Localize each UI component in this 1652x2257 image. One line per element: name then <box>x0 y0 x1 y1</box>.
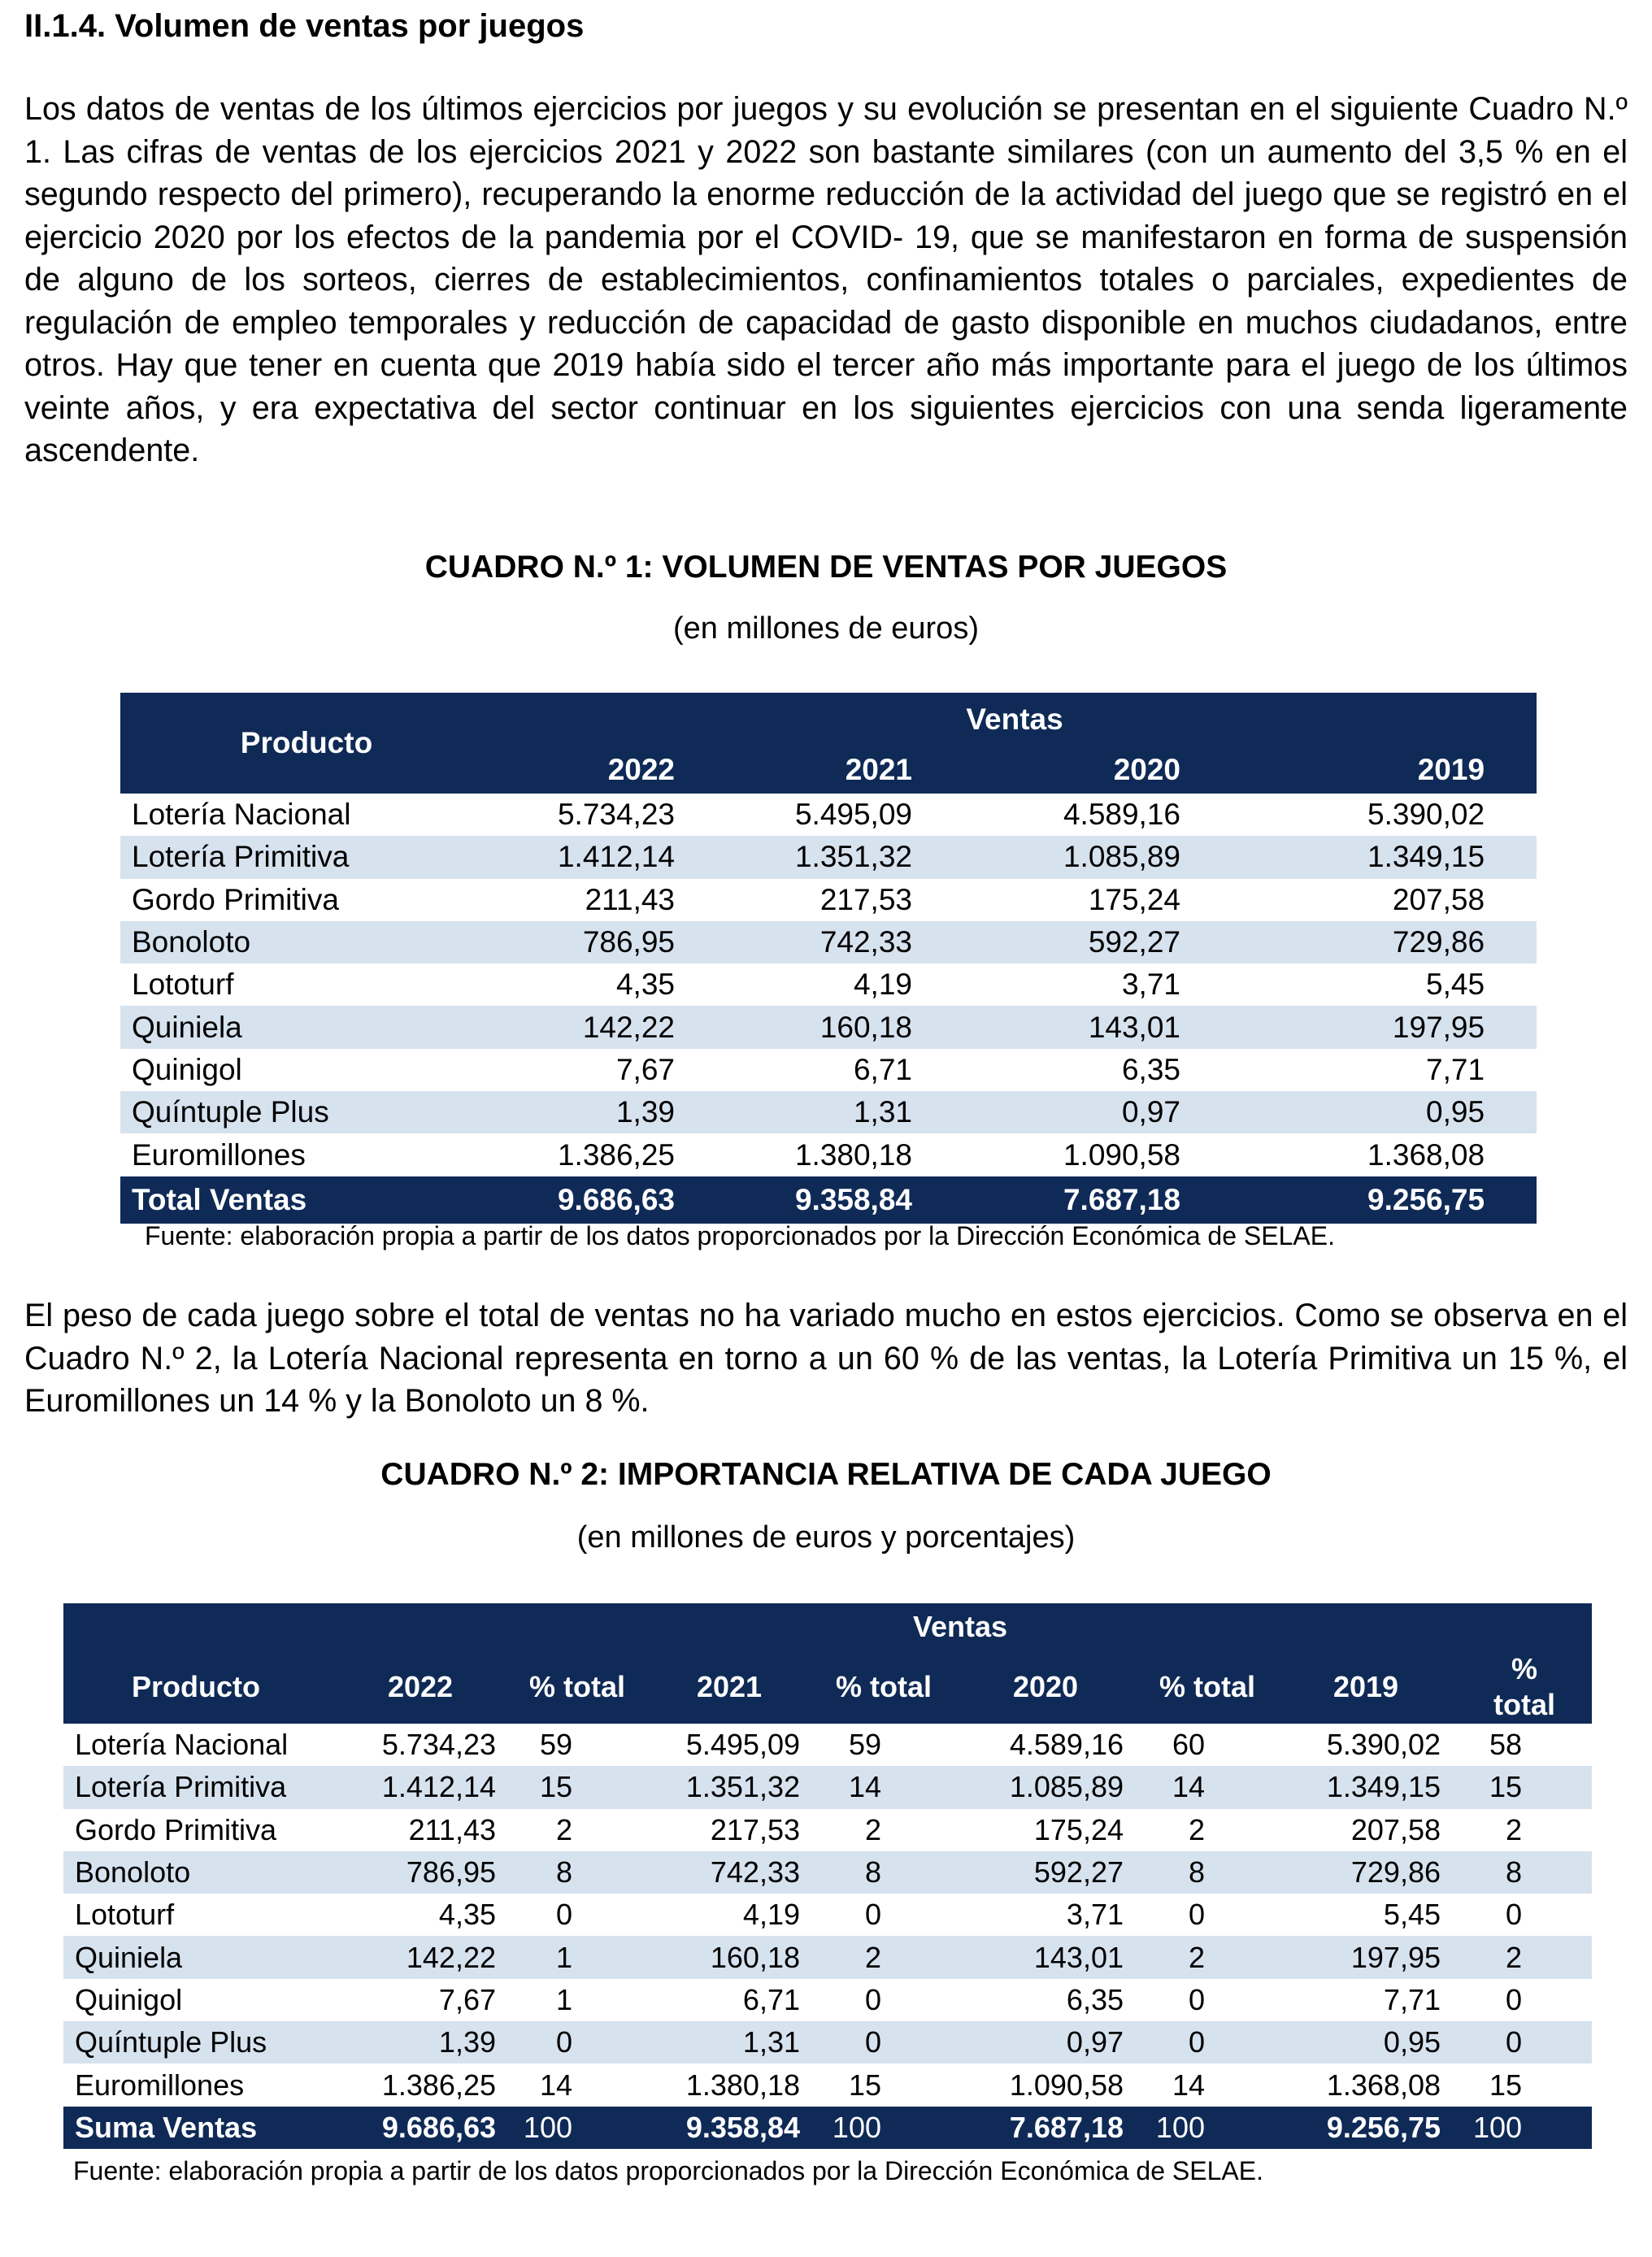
row-cell: 15 <box>848 2068 881 2102</box>
table2-header-col: % total <box>512 1650 642 1724</box>
row-cell: 15 <box>512 1766 642 1808</box>
row-cell: 1.090,58 <box>1063 1137 1180 1172</box>
table-row <box>63 1851 1592 1894</box>
row-cell: 5,45 <box>1426 968 1485 1002</box>
total-cell: 7.687,18 <box>951 2107 1140 2149</box>
row-cell: 0,95 <box>1275 2021 1457 2063</box>
row-product-name: Lototurf <box>75 1898 175 1932</box>
row-product-name: Quinigol <box>132 1052 242 1086</box>
row-cell: 786,95 <box>493 921 727 963</box>
row-cell: 3,71 <box>1121 968 1180 1002</box>
row-cell: 5,45 <box>1383 1898 1441 1932</box>
section-heading: II.1.4. Volumen de ventas por juegos <box>24 8 585 44</box>
row-cell: 729,86 <box>1232 921 1537 963</box>
row-cell: 2 <box>816 1936 951 1978</box>
table1-source: Fuente: elaboración propia a partir de los datos proporcionados por la Dirección Económica de SELAE. <box>145 1221 1335 1250</box>
row-cell: 1.412,14 <box>493 836 727 878</box>
table-row <box>63 1894 1592 1936</box>
table2-header-col: 2019 <box>1275 1650 1457 1724</box>
table-row <box>63 1809 1592 1851</box>
row-cell: 5.495,09 <box>685 1728 800 1762</box>
table2-header-pct-symbol: % <box>1511 1652 1538 1685</box>
row-cell: 592,27 <box>951 1851 1140 1894</box>
row-cell: 1.351,32 <box>727 836 964 878</box>
row-cell: 1.368,08 <box>1367 1137 1485 1172</box>
row-cell: 0 <box>1457 2021 1592 2063</box>
row-product-name: Lotería Primitiva <box>120 836 493 878</box>
row-cell: 217,53 <box>710 1812 800 1846</box>
row-cell: 143,01 <box>951 1936 1140 1978</box>
row-cell: 0 <box>1506 1898 1523 1932</box>
table2-source: Fuente: elaboración propia a partir de los datos proporcionados por la Dirección Económica de SELAE. <box>73 2156 1263 2185</box>
row-cell: 143,01 <box>964 1006 1232 1048</box>
table2-header-product: Producto <box>63 1650 328 1724</box>
row-cell: 1.380,18 <box>685 2068 800 2102</box>
table2-title: CUADRO N.º 2: IMPORTANCIA RELATIVA DE CADA JUEGO <box>380 1457 1272 1492</box>
row-cell: 5.495,09 <box>794 798 912 832</box>
row-cell: 0,97 <box>964 1091 1232 1133</box>
table2-header-pct-word: total <box>1493 1688 1556 1721</box>
row-product-name: Quiniela <box>120 1006 493 1048</box>
row-cell: 1,31 <box>642 2021 816 2063</box>
total-cell: 7.687,18 <box>964 1176 1232 1224</box>
row-cell: 211,43 <box>408 1812 496 1846</box>
row-cell: 1.368,08 <box>1326 2068 1441 2102</box>
row-product-name: Euromillones <box>75 2068 245 2102</box>
row-cell: 207,58 <box>1350 1812 1441 1846</box>
table-row <box>120 963 1537 1006</box>
row-cell: 1 <box>512 1936 642 1978</box>
weight-paragraph: El peso de cada juego sobre el total de ventas no ha variado mucho en estos ejercicios. Como se observa en el Cuadro N.º 2, la Lotería Nacional representa en torno a un 60 % de las ventas, la Lotería Primitiva un 15 %, el Euromillones un 14 % y la Bonoloto un 8 %. <box>24 1298 1628 1419</box>
table-row <box>120 794 1537 836</box>
table-row <box>120 836 1537 878</box>
row-cell: 1.380,18 <box>794 1137 912 1172</box>
row-cell: 4,19 <box>742 1898 800 1932</box>
table-row <box>120 1006 1537 1048</box>
row-cell: 742,33 <box>727 921 964 963</box>
row-cell: 786,95 <box>328 1851 512 1894</box>
table-row <box>120 921 1537 963</box>
row-cell: 217,53 <box>819 882 912 916</box>
total-cell: 100 <box>1140 2107 1275 2149</box>
row-cell: 8 <box>512 1851 642 1894</box>
row-cell: 1.412,14 <box>328 1766 512 1808</box>
row-cell: 175,24 <box>1033 1812 1124 1846</box>
table2-subtitle: (en millones de euros y porcentajes) <box>576 1520 1076 1555</box>
row-cell: 4.589,16 <box>1009 1728 1124 1762</box>
row-cell: 175,24 <box>1088 882 1180 916</box>
total-label: Suma Ventas <box>63 2107 328 2149</box>
row-cell: 592,27 <box>964 921 1232 963</box>
row-product-name: Quiniela <box>63 1936 328 1978</box>
table1-header-year: 2022 <box>493 746 727 794</box>
table-row <box>63 1766 1592 1808</box>
row-cell: 742,33 <box>642 1851 816 1894</box>
row-cell: 59 <box>848 1728 881 1762</box>
row-cell: 160,18 <box>727 1006 964 1048</box>
row-cell: 142,22 <box>328 1936 512 1978</box>
row-cell: 0 <box>816 2021 951 2063</box>
row-cell: 2 <box>1457 1936 1592 1978</box>
row-product-name: Euromillones <box>132 1137 306 1172</box>
row-cell: 2 <box>555 1812 572 1846</box>
row-cell: 0 <box>1188 1982 1205 2016</box>
row-cell: 5.734,23 <box>381 1728 496 1762</box>
table-row <box>63 1979 1592 2021</box>
row-cell: 15 <box>1489 2068 1523 2102</box>
table2-header-col: 2020 <box>951 1650 1140 1724</box>
total-cell: 9.686,63 <box>328 2107 512 2149</box>
row-product-name: Gordo Primitiva <box>75 1812 277 1846</box>
table-row <box>63 1724 1592 1766</box>
row-cell: 14 <box>1172 2068 1205 2102</box>
table1-header-year: 2019 <box>1232 746 1537 794</box>
total-cell: 9.358,84 <box>727 1176 964 1224</box>
table-row <box>63 2063 1592 2106</box>
row-cell: 4,19 <box>853 968 912 1002</box>
table1-header-year: 2021 <box>727 746 964 794</box>
row-cell: 1 <box>555 1982 572 2016</box>
row-product-name: Quíntuple Plus <box>63 2021 328 2063</box>
row-cell: 14 <box>539 2068 572 2102</box>
table1-header-ventas: Ventas <box>493 693 1537 746</box>
row-cell: 8 <box>1140 1851 1275 1894</box>
table-row <box>120 1091 1537 1133</box>
row-cell: 0 <box>864 1898 881 1932</box>
table2-header-last-pct <box>1457 1650 1592 1724</box>
row-cell: 60 <box>1172 1728 1205 1762</box>
table-row <box>120 879 1537 921</box>
row-product-name: Lotería Primitiva <box>63 1766 328 1808</box>
total-cell: 9.686,63 <box>493 1176 727 1224</box>
row-product-name: Quíntuple Plus <box>120 1091 493 1133</box>
row-cell: 59 <box>539 1728 572 1762</box>
row-cell: 7,67 <box>615 1052 675 1086</box>
row-cell: 1.085,89 <box>951 1766 1140 1808</box>
table2-header-col: 2022 <box>328 1650 512 1724</box>
row-cell: 0 <box>1506 1982 1523 2016</box>
row-cell: 58 <box>1489 1728 1523 1762</box>
row-product-name: Lototurf <box>132 968 234 1002</box>
row-cell: 142,22 <box>493 1006 727 1048</box>
row-cell: 0 <box>864 1982 881 2016</box>
row-cell: 6,35 <box>1066 1982 1124 2016</box>
row-cell: 3,71 <box>1066 1898 1124 1932</box>
row-product-name: Quinigol <box>75 1982 183 2016</box>
row-cell: 0 <box>512 2021 642 2063</box>
row-cell: 1.349,15 <box>1232 836 1537 878</box>
total-row <box>63 2107 1592 2149</box>
table-row <box>63 2021 1592 2063</box>
table-row <box>120 1049 1537 1091</box>
row-cell: 1,31 <box>727 1091 964 1133</box>
row-cell: 15 <box>1457 1766 1592 1808</box>
row-cell: 6,71 <box>853 1052 912 1086</box>
row-cell: 1.085,89 <box>964 836 1232 878</box>
table1-subtitle: (en millones de euros) <box>673 611 979 646</box>
row-cell: 4.589,16 <box>1063 798 1180 832</box>
row-cell: 5.390,02 <box>1326 1728 1441 1762</box>
row-cell: 6,71 <box>742 1982 800 2016</box>
row-product-name: Bonoloto <box>120 921 493 963</box>
table-row <box>120 1133 1537 1176</box>
total-cell: 9.256,75 <box>1232 1176 1537 1224</box>
table2-header-col: 2021 <box>642 1650 816 1724</box>
row-cell: 5.390,02 <box>1367 798 1485 832</box>
row-cell: 1.386,25 <box>557 1137 675 1172</box>
total-cell: 100 <box>1457 2107 1592 2149</box>
table2-header-col: % total <box>1140 1650 1275 1724</box>
row-cell: 160,18 <box>642 1936 816 1978</box>
intro-paragraph: Los datos de ventas de los últimos ejercicios por juegos y su evolución se presentan en el siguiente Cuadro N.º 1. Las cifras de ventas de los ejercicios 2021 y 2022 son bastante similares (con un aumento del 3,5 % en el segundo respecto del primero), recuperando la enorme reducción de la actividad del juego que se registró en el ejercicio 2020 por los efectos de la pandemia por el COVID- 19, que se manifestaron en forma de suspensión de alguno de los sorteos, cierres de establecimientos, confinamientos totales o parciales, expedientes de regulación de empleo temporales y reducción de capacidad de gasto disponible en muchos ciudadanos, entre otros. Hay que tener en cuenta que 2019 había sido el tercer año más importante para el juego de los últimos veinte años, y era expectativa del sector continuar en los siguientes ejercicios con una senda ligeramente ascendente. <box>24 91 1628 468</box>
total-label: Total Ventas <box>120 1176 493 1224</box>
row-cell: 1.090,58 <box>1009 2068 1124 2102</box>
row-cell: 197,95 <box>1275 1936 1457 1978</box>
row-cell: 197,95 <box>1232 1006 1537 1048</box>
row-cell: 1,39 <box>493 1091 727 1133</box>
row-product-name: Gordo Primitiva <box>132 882 339 916</box>
row-cell: 729,86 <box>1275 1851 1457 1894</box>
row-cell: 2 <box>1140 1936 1275 1978</box>
row-cell: 14 <box>1140 1766 1275 1808</box>
row-cell: 211,43 <box>585 882 675 916</box>
row-cell: 4,35 <box>615 968 675 1002</box>
row-cell: 8 <box>1457 1851 1592 1894</box>
row-cell: 14 <box>816 1766 951 1808</box>
row-product-name: Lotería Nacional <box>132 798 351 832</box>
row-cell: 7,67 <box>438 1982 496 2016</box>
total-cell: 9.358,84 <box>642 2107 816 2149</box>
total-row <box>120 1176 1537 1224</box>
sales-volume-table <box>120 693 1537 1224</box>
row-cell: 0,95 <box>1232 1091 1537 1133</box>
total-cell: 9.256,75 <box>1275 2107 1457 2149</box>
table-row <box>63 1936 1592 1978</box>
table1-header-product: Producto <box>120 693 493 794</box>
row-cell: 5.734,23 <box>557 798 675 832</box>
row-cell: 6,35 <box>1121 1052 1180 1086</box>
row-cell: 2 <box>1506 1812 1523 1846</box>
row-cell: 8 <box>816 1851 951 1894</box>
row-cell: 4,35 <box>438 1898 496 1932</box>
row-cell: 0 <box>1140 2021 1275 2063</box>
table1-header-year: 2020 <box>964 746 1232 794</box>
row-cell: 1.386,25 <box>381 2068 496 2102</box>
row-cell: 7,71 <box>1426 1052 1485 1086</box>
row-cell: 207,58 <box>1392 882 1485 916</box>
relative-importance-table <box>63 1603 1592 2149</box>
row-cell: 0,97 <box>951 2021 1140 2063</box>
row-cell: 1,39 <box>328 2021 512 2063</box>
total-cell: 100 <box>512 2107 642 2149</box>
row-cell: 0 <box>555 1898 572 1932</box>
total-cell: 100 <box>816 2107 951 2149</box>
table2-header-ventas: Ventas <box>328 1603 1592 1650</box>
row-product-name: Lotería Nacional <box>75 1728 289 1762</box>
row-cell: 2 <box>1188 1812 1205 1846</box>
table1-title: CUADRO N.º 1: VOLUMEN DE VENTAS POR JUEGOS <box>424 550 1228 585</box>
table2-header-col: % total <box>816 1650 951 1724</box>
row-cell: 1.349,15 <box>1275 1766 1457 1808</box>
row-cell: 1.351,32 <box>642 1766 816 1808</box>
row-cell: 2 <box>864 1812 881 1846</box>
row-cell: 0 <box>1188 1898 1205 1932</box>
row-product-name: Bonoloto <box>63 1851 328 1894</box>
row-cell: 7,71 <box>1383 1982 1441 2016</box>
